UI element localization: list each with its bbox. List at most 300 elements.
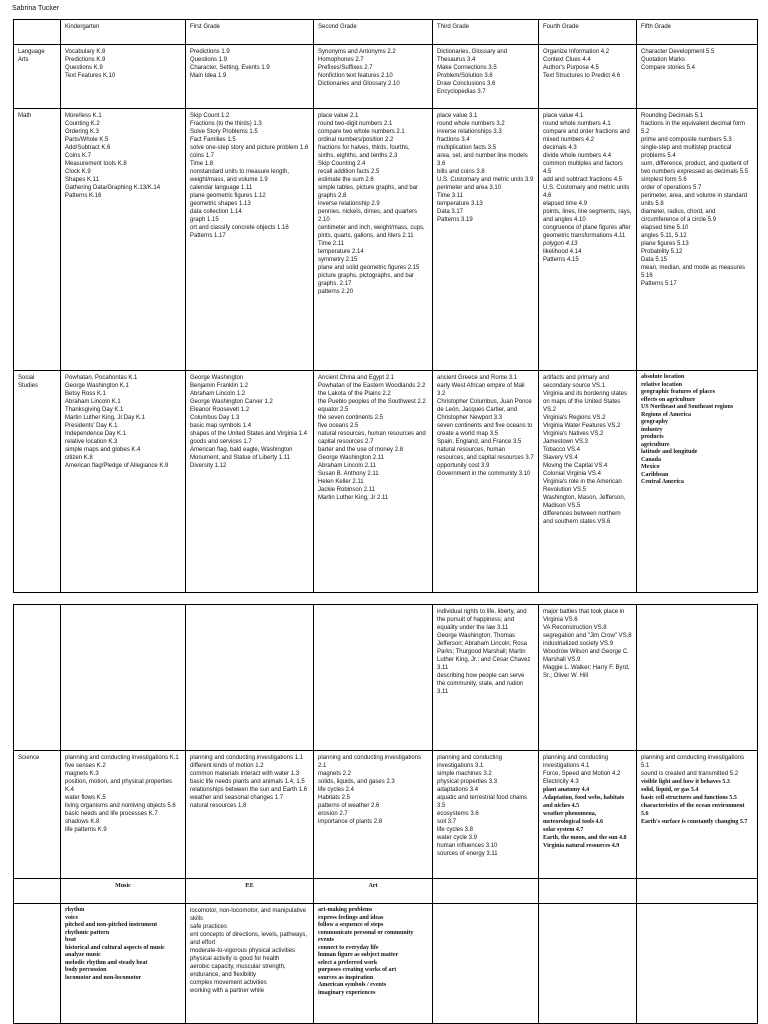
cell-line: perimeter and area 3.10 — [437, 185, 502, 191]
cell-line: locomotor and non-locomotor — [65, 974, 142, 981]
cell-line: purposes creating works of art — [318, 967, 397, 973]
cell-line: Gathering Data/Graphing K.13/K.14 — [65, 185, 161, 191]
cell-line: patterns of weather 2.6 — [318, 803, 380, 809]
cell-line: ordinal numbers/position 2.2 — [318, 137, 394, 143]
cell-line: Main Idea 1.9 — [190, 73, 227, 79]
subject-row — [14, 109, 758, 371]
cell-line: patterns 2.20 — [318, 289, 354, 295]
grade-cell — [186, 605, 314, 751]
grade-header: Second Grade — [314, 20, 433, 45]
arts-cell — [61, 904, 186, 1024]
subject-row — [14, 45, 758, 109]
cell-line: relative location K.3 — [65, 439, 118, 445]
cell-line: elapsed time 5.10 — [641, 225, 689, 231]
cell-line: single-step and multistep practical problems 5.4 — [641, 145, 732, 159]
cell-line: George Washington 2.11 — [318, 455, 385, 461]
cell-line: Moving the Capital VS.4 — [543, 463, 608, 469]
cell-line: simple tables, picture graphs, and bar graphs 2.8 — [318, 185, 419, 199]
cell-line: Predictions 1.9 — [190, 49, 230, 55]
cell-line: round two-digit numbers 2.1 — [318, 121, 393, 127]
arts-row — [14, 904, 758, 1024]
subject-label — [14, 605, 61, 751]
cell-line: communicate personal or community events — [318, 929, 414, 943]
cell-line: weather and seasonal changes 1.7 — [190, 795, 284, 801]
cell-line: Colonial Virginia VS.4 — [543, 471, 601, 477]
cell-line: Data 3.17 — [437, 209, 464, 215]
cell-line: magnets 2.2 — [318, 771, 352, 777]
cell-line: differences between northern and southern states VS.6 — [543, 511, 621, 525]
author-name: Sabrina Tucker — [12, 5, 60, 12]
cell-line: nonstandard units to measure length, weight/mass, and volume 1.9 — [190, 169, 290, 183]
cell-line: data collection 1.14 — [190, 209, 242, 215]
grade-cell — [186, 371, 314, 593]
cell-line: U.S. Customary and metric units 4.6 — [543, 185, 630, 199]
arts-header: Music — [61, 879, 186, 904]
cell-line: Add/Subtract K.6 — [65, 145, 111, 151]
cell-line: follow a sequence of steps — [318, 922, 384, 928]
cell-line: five oceans 2.5 — [318, 423, 359, 429]
cell-line: Thanksgiving Day K.1 — [65, 407, 124, 413]
grade-cell — [314, 371, 433, 593]
cell-line: Counting K.2 — [65, 121, 100, 127]
arts-cell — [539, 904, 637, 1024]
arts-cell — [637, 904, 758, 1024]
cell-line: Patterns 1.17 — [190, 233, 226, 239]
grade-header-row — [14, 20, 758, 45]
cell-line: prime and composite numbers 5.3 — [641, 137, 732, 143]
cell-line: common materials interact with water 1.3 — [190, 771, 300, 777]
cell-line: physical properties 3.3 — [437, 779, 498, 785]
cell-line: Encyclopedias 3.7 — [437, 89, 486, 95]
cell-line: American flag/Pledge of Allegiance K.9 — [65, 463, 169, 469]
cell-line: melodic rhythm and steady beat — [65, 959, 148, 966]
cell-line: products — [641, 434, 664, 440]
cell-line: water flows K.5 — [65, 795, 106, 801]
cell-line: Homophones 2.7 — [318, 57, 364, 63]
curriculum-table-top — [13, 19, 758, 593]
cell-line: Coins K.7 — [65, 153, 92, 159]
arts-cell — [186, 904, 314, 1024]
cell-line: Rounding Decimals 5.1 — [641, 113, 704, 119]
cell-line: American symbols / events — [318, 982, 387, 988]
grade-cell — [314, 45, 433, 109]
grade-cell — [433, 371, 539, 593]
cell-line: historical and cultural aspects of music — [65, 944, 165, 951]
cell-line: Organize Information 4.2 — [543, 49, 610, 55]
cell-line: place value 2.1 — [318, 113, 359, 119]
cell-line: planning and conducting investigations 2.1 — [318, 755, 422, 769]
cell-line: Christopher Columbus, Juan Ponce de León, Jacques Cartier, and Christopher Newport 3.3 — [437, 399, 532, 421]
cell-line: importance of plants 2.8 — [318, 819, 383, 825]
cell-line: planning and conducting investigations K.1 — [65, 755, 179, 761]
cell-line: round whole numbers 3.2 — [437, 121, 505, 127]
cell-line: goods and services 1.7 — [190, 439, 252, 445]
cell-line: graph 1.15 — [190, 217, 219, 223]
cell-line: ecosystems 3.6 — [437, 811, 479, 817]
cell-line: Jackie Robinson 2.11 — [318, 487, 375, 493]
cell-line: Time 3.11 — [437, 193, 464, 199]
cell-line: round whole numbers 4.1 — [543, 121, 611, 127]
cell-line: citizen K.8 — [65, 455, 93, 461]
empty-cell — [14, 879, 61, 904]
cell-line: relative location — [641, 381, 683, 388]
cell-line: solar system 4.7 — [543, 827, 584, 833]
cell-line: Helen Keller 2.11 — [318, 479, 364, 485]
cell-line: Dictionaries and Glossary 2.10 — [318, 81, 400, 87]
arts-header: P.E — [186, 879, 314, 904]
cell-line: common multiples and factors 4.5 — [543, 161, 623, 175]
cell-line: shadows K.8 — [65, 819, 100, 825]
cell-line: express feelings and ideas — [318, 914, 384, 921]
cell-line: Text Structures to Predict 4.6 — [543, 73, 621, 79]
cell-line: add and subtract fractions 4.5 — [543, 177, 623, 183]
cell-line: Probability 5.12 — [641, 249, 683, 255]
cell-line: Earth's surface is constantly changing 5.7 — [641, 819, 748, 825]
cell-line: effects on agriculture — [641, 396, 696, 403]
grade-cell — [61, 109, 186, 371]
cell-line: different kinds of motion 1.2 — [190, 763, 264, 769]
cell-line: solids, liquids, and gases 2.3 — [318, 779, 395, 785]
grade-header: Third Grade — [433, 20, 539, 45]
grade-cell — [314, 109, 433, 371]
subject-row — [14, 605, 758, 751]
cell-line: planning and conducting investigations 3.1 — [437, 755, 503, 769]
cell-line: sources as inspiration — [318, 974, 374, 981]
grade-cell — [637, 109, 758, 371]
cell-line: Independence Day K.1 — [65, 431, 127, 437]
cell-line: bills and coins 3.8 — [437, 169, 485, 175]
cell-line: Virginia's role in the American Revolution VS.5 — [543, 479, 622, 493]
cell-line: decimals 4.3 — [543, 145, 577, 151]
cell-line: Presidents' Day K.1 — [65, 423, 118, 429]
cell-line: latitude and longitude — [641, 449, 698, 455]
cell-line: Predictions K.9 — [65, 57, 106, 63]
cell-line: calendar language 1.11 — [190, 185, 253, 191]
cell-line: American flag, bald eagle, Washington Monument, and Statue of Liberty 1.11 — [190, 447, 293, 461]
cell-line: plant anatomy 4.4 — [543, 787, 590, 793]
grade-cell — [433, 751, 539, 879]
arts-cell — [314, 904, 433, 1024]
cell-line: Context Clues 4.4 — [543, 57, 591, 63]
cell-line: relationships between the sun and Earth 1.6 — [190, 787, 308, 793]
cell-line: art-making problems — [318, 907, 373, 913]
cell-line: Ordering K.3 — [65, 129, 100, 135]
cell-line: More/less K.1 — [65, 113, 102, 119]
cell-line: artifacts and primary and secondary source VS.1 — [543, 375, 610, 389]
cell-line: Virginia's Natives VS.2 — [543, 431, 604, 437]
cell-line: five senses K.2 — [65, 763, 106, 769]
cell-line: Tobacco VS.4 — [543, 447, 581, 453]
empty-cell — [14, 904, 61, 1024]
cell-line: Patterns 3.19 — [437, 217, 473, 223]
cell-line: Patterns 4.15 — [543, 257, 579, 263]
grade-header — [14, 20, 61, 45]
grade-cell — [539, 751, 637, 879]
cell-line: diameter, radius, chord, and circumference of a circle 5.9 — [641, 209, 717, 223]
arts-header — [433, 879, 539, 904]
cell-line: multiplication facts 3.5 — [437, 145, 497, 151]
cell-line: basic cell structures and functions 5.5 — [641, 795, 737, 801]
cell-line: temperature 3.13 — [437, 201, 483, 207]
cell-line: imaginary experiences — [318, 989, 376, 996]
cell-line: Synonyms and Antonyms 2.2 — [318, 49, 396, 55]
cell-line: industrialized society VS.9 — [543, 641, 614, 647]
cell-line: Skip Counting 2.4 — [318, 161, 366, 167]
cell-line: plane geometric figures 1.12 — [190, 193, 266, 199]
cell-line: sound is created and transmitted 5.2 — [641, 771, 739, 777]
cell-line: rhythmic pattern — [65, 929, 110, 936]
cell-line: equator 2.5 — [318, 407, 349, 413]
cell-line: Virginia Water Features VS.2 — [543, 423, 621, 429]
cell-line: basic map symbols 1.4 — [190, 423, 252, 429]
cell-line: sum, difference, product, and quotient of two numbers expressed as decimals 5.5 — [641, 161, 749, 175]
curriculum-table-bottom — [13, 604, 758, 1024]
cell-line: major battles that took place in Virginia VS.6 — [543, 609, 625, 623]
cell-line: Virginia natural resources 4.9 — [543, 843, 620, 849]
cell-line: Eleanor Roosevelt 1.2 — [190, 407, 250, 413]
arts-header: Art — [314, 879, 433, 904]
cell-line: Time 2.11 — [318, 241, 345, 247]
cell-line: ancient Greece and Rome 3.1 — [437, 375, 518, 381]
cell-line: Virginia's Regions VS.2 — [543, 415, 606, 421]
grade-cell — [637, 371, 758, 593]
cell-line: angles 5.11, 5.12 — [641, 233, 687, 239]
cell-line: complex movement activities — [190, 980, 267, 986]
arts-header-row — [14, 879, 758, 904]
cell-line: Martin Luther King, Jr 2.11 — [318, 495, 389, 501]
cell-line: Virginia and its bordering states on maps of the United States VS.2 — [543, 391, 627, 413]
cell-line: the Pueblo peoples of the Southwest 2.2 — [318, 399, 426, 405]
cell-line: beat — [65, 937, 76, 943]
cell-line: Patterns K.16 — [65, 193, 102, 199]
cell-line: ort and classify concrete objects 1.16 — [190, 225, 289, 231]
cell-line: US Northeast and Southeast regions — [641, 404, 734, 410]
cell-line: basic needs and life processes K.7 — [65, 811, 158, 817]
cell-line: place value 4.1 — [543, 113, 584, 119]
cell-line: planning and conducting investigations 5.1 — [641, 755, 745, 769]
arts-cell — [433, 904, 539, 1024]
cell-line: opportunity cost 3.9 — [437, 463, 490, 469]
grade-header: First Grade — [186, 20, 314, 45]
cell-line: Time 1.8 — [190, 161, 214, 167]
cell-line: symmetry 2.15 — [318, 257, 358, 263]
cell-line: human figure as subject matter — [318, 952, 399, 958]
cell-line: Prefixes/Suffixes 2.7 — [318, 65, 373, 71]
cell-line: compare and order fractions and mixed numbers 4.2 — [543, 129, 630, 143]
cell-line: Force, Speed and Motion 4.2 — [543, 771, 621, 777]
cell-line: the Lakota of the Plains 2.2 — [318, 391, 391, 397]
cell-line: Shapes K.11 — [65, 177, 99, 183]
cell-line: Make Connections 3.5 — [437, 65, 497, 71]
cell-line: Parts/Whole K.5 — [65, 137, 109, 143]
cell-line: weather phenomena, meteorological tools 4.6 — [543, 811, 604, 825]
cell-line: congruence of plane figures after geometric transformations 4.11 — [543, 225, 631, 239]
cell-line: aerobic capacity, muscular strength, endurance, and flexibility — [190, 964, 286, 978]
cell-line: Betsy Ross K.1 — [65, 391, 107, 397]
cell-line: Canada — [641, 456, 662, 463]
subject-row — [14, 751, 758, 879]
cell-line: the seven continents 2.5 — [318, 415, 384, 421]
cell-line: early West African empire of Mali 3.2 — [437, 383, 525, 397]
arts-header — [539, 879, 637, 904]
cell-line: simplest form 5.6 — [641, 177, 687, 183]
cell-line: moderate-to-vigorous physical activities — [190, 948, 296, 954]
cell-line: Adaptation, food webs, habitats and niches 4.5 — [543, 795, 625, 809]
cell-line: George Washington — [190, 375, 244, 381]
cell-line: solid, liquid, or gas 5.4 — [641, 787, 699, 793]
cell-line: centimeter and inch, weight/mass, cups, pints, quarts, gallons, and liters 2.11 — [318, 225, 425, 239]
cell-line: Measurement tools K.8 — [65, 161, 127, 167]
cell-line: Solve Story Problems 1.5 — [190, 129, 258, 135]
cell-line: Problem/Solution 3.6 — [437, 73, 493, 79]
cell-line: mean, median, and mode as measures 5.16 — [641, 265, 746, 279]
cell-line: recall addition facts 2.5 — [318, 169, 380, 175]
cell-line: Vocabulary K.8 — [65, 49, 106, 55]
cell-line: elapsed time 4.9 — [543, 201, 588, 207]
cell-line: Text Features K.10 — [65, 73, 116, 79]
grade-cell — [637, 605, 758, 751]
cell-line: Diversity 1.12 — [190, 463, 227, 469]
cell-line: Benjamin Franklin 1.2 — [190, 383, 249, 389]
cell-line: Clock K.9 — [65, 169, 91, 175]
cell-line: physical activity is good for health — [190, 956, 280, 962]
cell-line: Powhatan, Pocahontas K.1 — [65, 375, 138, 381]
grade-cell — [539, 109, 637, 371]
cell-line: plane figures 5.13 — [641, 241, 689, 247]
cell-line: fractions 3.4 — [437, 137, 470, 143]
cell-line: Jamestown VS.3 — [543, 439, 589, 445]
cell-line: aquatic and terrestrial food chains 3.5 — [437, 795, 528, 809]
cell-line: Slavery VS.4 — [543, 455, 578, 461]
cell-line: inverse relationships 3.3 — [437, 129, 502, 135]
cell-line: agriculture — [641, 441, 670, 448]
cell-line: living organisms and nonliving objects 5.6 — [65, 803, 176, 809]
cell-line: Questions K.9 — [65, 65, 103, 71]
cell-line: plane and solid geometric figures 2.15 — [318, 265, 420, 271]
cell-line: rhythm — [65, 907, 85, 913]
cell-line: human influences 3.10 — [437, 843, 498, 849]
cell-line: sources of energy 3.11 — [437, 851, 498, 857]
cell-line: describing how people can serve the community, state, and nation 3.11 — [437, 673, 525, 695]
cell-line: simple machines 3.2 — [437, 771, 492, 777]
cell-line: simple maps and globes K.4 — [65, 447, 141, 453]
cell-line: Nonfiction text features 2.10 — [318, 73, 393, 79]
cell-line: Caribbean — [641, 471, 669, 478]
grade-cell — [539, 605, 637, 751]
subject-label: Science — [14, 751, 61, 879]
cell-line: select a preferred work — [318, 959, 378, 966]
grade-cell — [314, 605, 433, 751]
cell-line: fractions in the equivalent decimal form 5.2 — [641, 121, 746, 135]
grade-cell — [539, 45, 637, 109]
cell-line: natural resources, human resources and capital resources 2.7 — [318, 431, 426, 445]
cell-line: Character Development 5.5 — [641, 49, 715, 55]
cell-line: Earth, the moon, and the sun 4.8 — [543, 835, 627, 841]
cell-line: Regions of America — [641, 411, 691, 418]
cell-line: fractions for halves, thirds, fourths, sixths, eighths, and tenths 2.3 — [318, 145, 410, 159]
cell-line: George Washington K.1 — [65, 383, 129, 389]
cell-line: pitched and non-pitched instrument — [65, 922, 158, 928]
cell-line: estimate the sum 2.6 — [318, 177, 374, 183]
cell-line: ent concepts of directions, levels, pathways, and effort — [190, 932, 308, 946]
subject-label: Social Studies — [14, 371, 61, 593]
cell-line: U.S. Customary and metric units 3.9 — [437, 177, 534, 183]
cell-line: Washington, Mason, Jefferson, Madison VS.5 — [543, 495, 626, 509]
cell-line: points, lines, line segments, rays, and angles 4.10 — [543, 209, 632, 223]
grade-cell — [433, 109, 539, 371]
cell-line: place value 3.1 — [437, 113, 478, 119]
grade-header: Fifth Grade — [637, 20, 758, 45]
cell-line: life cycles 2.4 — [318, 787, 355, 793]
grade-cell — [433, 45, 539, 109]
cell-line: Fact Families 1.5 — [190, 137, 236, 143]
cell-line: polygon 4.13 — [543, 241, 578, 247]
grade-cell — [186, 751, 314, 879]
cell-line: visible light and how it behaves 5.3 — [641, 779, 730, 785]
grade-cell — [186, 109, 314, 371]
cell-line: Spain, England, and France 3.5 — [437, 439, 522, 445]
subject-label: Math — [14, 109, 61, 371]
cell-line: Questions 1.9 — [190, 57, 228, 63]
cell-line: George Washington; Thomas Jefferson; Abraham Lincoln; Rosa Parks; Thurgood Marshall; Martin Luther King, Jr.; and Cesar Chavez 3.11 — [437, 633, 531, 671]
cell-line: locomotor, non-locomotor, and manipulative skills — [190, 908, 307, 922]
cell-line: basic life needs plants and animals 1.4, 1.5 — [190, 779, 305, 785]
cell-line: natural resources, human resources, and capital resources 3.7 — [437, 447, 534, 461]
cell-line: soil 3.7 — [437, 819, 457, 825]
cell-line: safe practices — [190, 924, 228, 930]
cell-line: shapes of the United States and Virginia 1.4 — [190, 431, 307, 437]
cell-line: Draw Conclusions 3.6 — [437, 81, 496, 87]
grade-cell — [539, 371, 637, 593]
cell-line: Data 5.15 — [641, 257, 668, 263]
cell-line: planning and conducting investigations 1.1 — [190, 755, 304, 761]
grade-cell — [186, 45, 314, 109]
cell-line: Columbus Day 1.3 — [190, 415, 240, 421]
cell-line: geometric shapes 1.13 — [190, 201, 251, 207]
cell-line: perimeter, area, and volume in standard units 5.8 — [641, 193, 748, 207]
grade-cell — [61, 45, 186, 109]
cell-line: Fractions (to the thirds) 1.3 — [190, 121, 262, 127]
cell-line: Abraham Lincoln 2.11 — [318, 463, 376, 469]
cell-line: voice — [65, 914, 78, 921]
cell-line: erosion 2.7 — [318, 811, 348, 817]
grade-cell — [61, 751, 186, 879]
cell-line: Abraham Lincoln K.1 — [65, 399, 121, 405]
cell-line: Martin Luther King, Jr.Day K.1 — [65, 415, 146, 421]
cell-line: George Washington Carver 1.2 — [190, 399, 273, 405]
cell-line: coins 1.7 — [190, 153, 215, 159]
cell-line: magnets K.3 — [65, 771, 99, 777]
cell-line: order of operations 5.7 — [641, 185, 702, 191]
cell-line: geography — [641, 419, 668, 425]
cell-line: geographic features of places — [641, 389, 716, 395]
arts-header — [637, 879, 758, 904]
cell-line: solve one-step story and picture problem 1.6 — [190, 145, 309, 151]
cell-line: individual rights to life, liberty, and the pursuit of happiness; and equality under the law 3.11 — [437, 609, 527, 631]
subject-label: Language Arts — [14, 45, 61, 109]
cell-line: inverse relationship 2.9 — [318, 201, 380, 207]
cell-line: absolute location — [641, 374, 685, 380]
grade-cell — [61, 371, 186, 593]
cell-line: natural resources 1.8 — [190, 803, 247, 809]
cell-line: VA Reconstruction VS.8 — [543, 625, 607, 631]
cell-line: Patterns 5.17 — [641, 281, 677, 287]
cell-line: position, motion, and physical properties K.4 — [65, 779, 173, 793]
cell-line: planning and conducting investigations 4.1 — [543, 755, 609, 769]
cell-line: water cycle 3.9 — [437, 835, 478, 841]
grade-cell — [433, 605, 539, 751]
cell-line: Maggie L. Walker; Harry F. Byrd, Sr.; Oliver W. Hill — [543, 665, 630, 679]
